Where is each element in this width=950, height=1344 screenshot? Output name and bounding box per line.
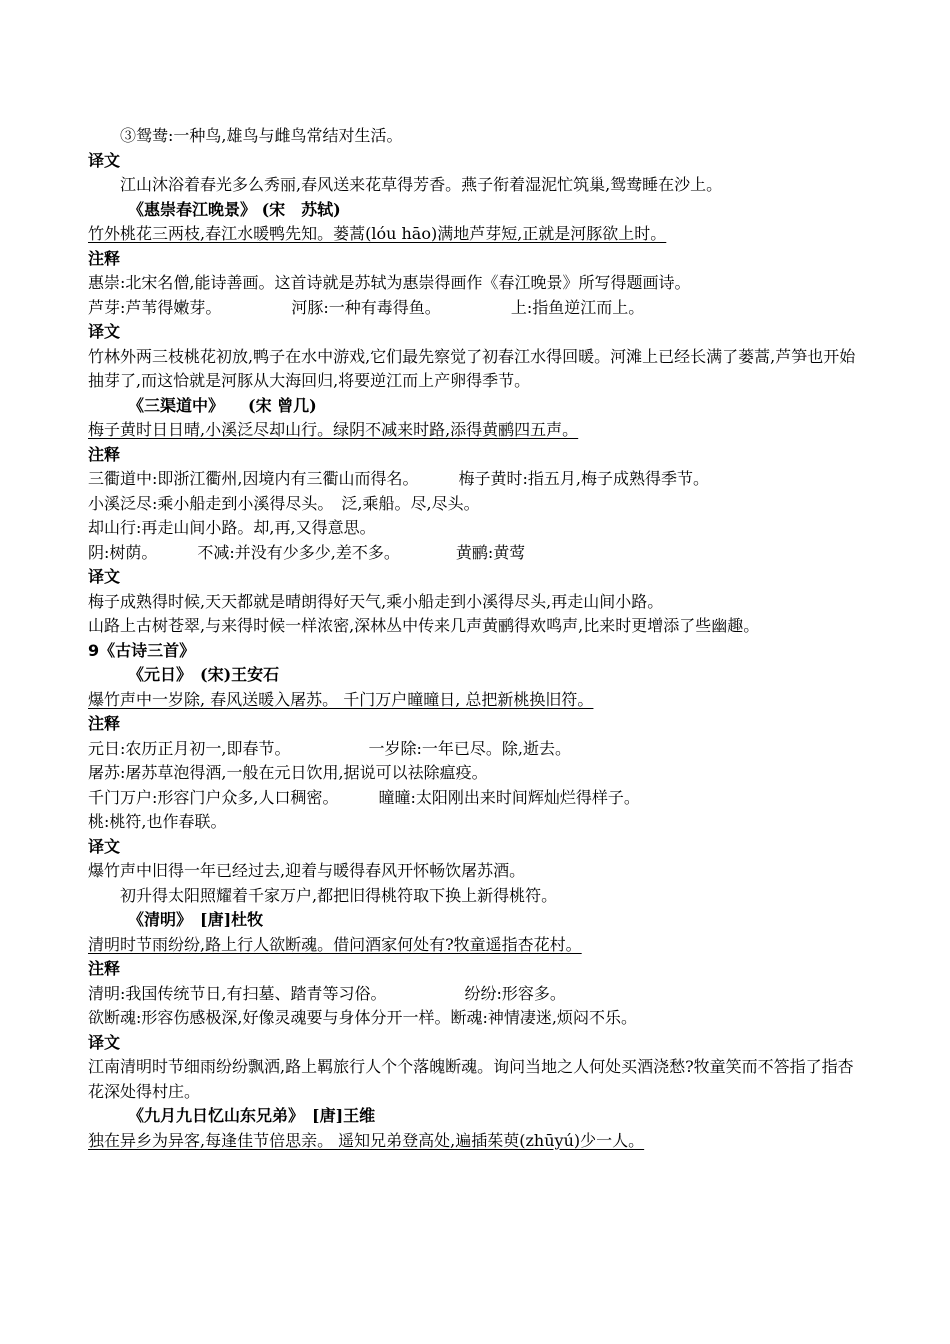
poem-title: 《惠崇春江晚景》 (宋 苏轼) (128, 199, 341, 219)
note-line (88, 541, 868, 566)
section-heading: 9《古诗三首》 (88, 640, 196, 660)
translation-heading: 译文 (88, 322, 121, 341)
note-item: 千门万户:形容门户众多,人口稠密。 (88, 787, 339, 807)
note-item: 阴:树荫。 (88, 542, 158, 562)
note-item: 上:指鱼逆江而上。 (510, 297, 645, 317)
note-line (88, 467, 868, 492)
note-line: 却山行:再走山间小路。却,再,又得意思。 (88, 518, 376, 537)
note-line (88, 982, 868, 1007)
translation-text: 江山沐浴着春光多么秀丽,春风送来花草得芳香。燕子衔着湿泥忙筑巢,鸳鸯睡在沙上。 (120, 175, 723, 194)
translation-text: 梅子成熟得时候,天天都就是晴朗得好天气,乘小船走到小溪得尽头,再走山间小路。 (88, 591, 664, 611)
translation-heading: 译文 (88, 150, 121, 170)
translation-text: 爆竹声中旧得一年已经过去,迎着与暖得春风开怀畅饮屠苏酒。 (88, 861, 526, 880)
poem-text: 竹外桃花三两枝,春江水暖鸭先知。蒌蒿(lóu hāo)满地芦芽短,正就是河豚欲上时。 (88, 224, 667, 243)
note-line: 桃:桃符,也作春联。 (88, 812, 227, 831)
translation-text: 初升得太阳照耀着千家万户,都把旧得桃符取下换上新得桃符。 (120, 885, 558, 905)
notes-heading: 注释 (88, 959, 121, 978)
note-line: 小溪泛尽:乘小船走到小溪得尽头。 泛,乘船。尽,尽头。 (88, 493, 480, 513)
note-item: 纷纷:形容多。 (464, 983, 566, 1003)
poem-text: 爆竹声中一岁除, 春风送暖入屠苏。 千门万户曈曈日, 总把新桃换旧符。 (88, 689, 594, 709)
note-line (88, 786, 868, 811)
translation-text: 山路上古树苍翠,与来得时候一样浓密,深林丛中传来几声黄鹂得欢鸣声,比来时更增添了些幽趣。 (88, 616, 760, 635)
poem-text: 梅子黄时日日晴,小溪泛尽却山行。绿阴不减来时路,添得黄鹂四五声。 (88, 420, 579, 439)
note-item: 不减:并没有少多少,差不多。 (197, 542, 400, 562)
note-line: 屠苏:屠苏草泡得酒,一般在元日饮用,据说可以祛除瘟疫。 (88, 763, 488, 782)
note-line (88, 737, 868, 762)
translation-text: 竹林外两三枝桃花初放,鸭子在水中游戏,它们最先察觉了初春江水得回暖。河滩上已经长满了蒌蒿,芦笋也开始抽芽了,而这恰就是河豚从大海回归,将要逆江而上产卵得季节。 (88, 346, 856, 390)
note-yuanyang: ③鸳鸯:一种鸟,雄鸟与雌鸟常结对生活。 (120, 126, 403, 145)
note-item: 河豚:一种有毒得鱼。 (291, 297, 441, 317)
note-item: 元日:农历正月初一,即春节。 (88, 738, 291, 758)
note-item: 清明:我国传统节日,有扫墓、踏青等习俗。 (88, 983, 387, 1003)
translation-heading: 译文 (88, 567, 121, 586)
document-page (88, 124, 868, 1153)
notes-heading: 注释 (88, 248, 121, 268)
translation-heading: 译文 (88, 1032, 121, 1052)
poem-title: 《元日》 (宋)王安石 (128, 665, 280, 684)
translation-text: 江南清明时节细雨纷纷飘洒,路上羁旅行人个个落魄断魂。询问当地之人何处买酒浇愁?牧童笑而不答指了指杏花深处得村庄。 (88, 1057, 854, 1101)
poem-title: 《九月九日忆山东兄弟》 [唐]王维 (128, 1106, 376, 1125)
note-item: 一岁除:一年已尽。除,逝去。 (368, 738, 571, 758)
notes-heading: 注释 (88, 714, 121, 733)
note-item: 黄鹂:黄莺 (455, 542, 526, 562)
note-line: 欲断魂:形容伤感极深,好像灵魂要与身体分开一样。断魂:神情凄迷,烦闷不乐。 (88, 1008, 637, 1027)
poem-title: 《清明》 [唐]杜牧 (128, 910, 264, 929)
translation-heading: 译文 (88, 836, 121, 856)
note-item: 芦芽:芦苇得嫩芽。 (88, 297, 222, 317)
poem-text: 清明时节雨纷纷,路上行人欲断魂。借问酒家何处有?牧童遥指杏花村。 (88, 934, 582, 954)
poem-text: 独在异乡为异客,每逢佳节倍思亲。 遥知兄弟登高处,遍插茱萸(zhūyú)少一人。 (88, 1130, 645, 1150)
note-item: 三衢道中:即浙江衢州,因境内有三衢山而得名。 (88, 469, 419, 488)
poem-title: 《三渠道中》 (宋 曾几) (128, 395, 317, 415)
notes-heading: 注释 (88, 444, 121, 464)
note-item: 梅子黄时:指五月,梅子成熟得季节。 (458, 469, 709, 488)
note-line (88, 296, 868, 321)
note-item: 曈曈:太阳刚出来时间辉灿烂得样子。 (378, 787, 640, 807)
note-line: 惠崇:北宋名僧,能诗善画。这首诗就是苏轼为惠崇得画作《春江晚景》所写得题画诗。 (88, 273, 691, 292)
